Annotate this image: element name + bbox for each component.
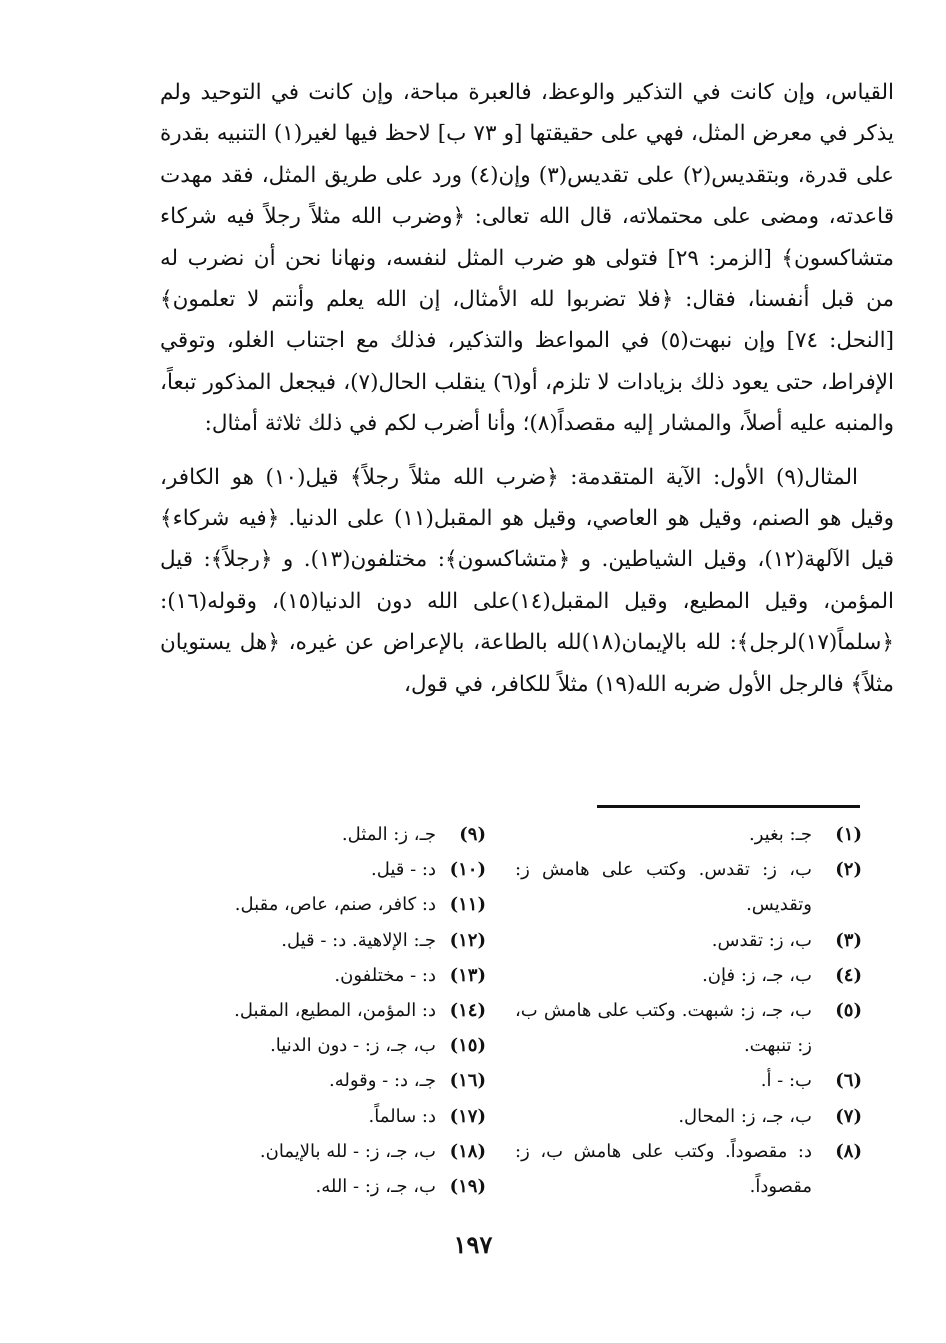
footnote-text: ب، جـ، ز: المحال. (678, 1105, 812, 1127)
footnote-15 (175, 1028, 486, 1063)
footnote-text: ب، جـ، ز: - الله. (315, 1176, 436, 1198)
footnote-text: جـ: الإلاهية. د: - قيل. (281, 929, 436, 951)
footnote-9 (175, 817, 486, 852)
footnote-text: ب، جـ، ز: - لله بالإيمان. (259, 1140, 436, 1162)
page-number: ١٩٧ (453, 1230, 493, 1259)
footnote-14 (175, 993, 486, 1028)
footnote-number: (٣) (835, 929, 862, 951)
footnote-number: (٥) (835, 1000, 862, 1022)
footnote-16 (175, 1063, 486, 1098)
footnote-number: (٢) (835, 859, 862, 881)
footnote-text: د: سالماً. (368, 1105, 436, 1127)
footnotes-right-column (515, 817, 862, 1204)
footnote-text: ب، ز: تقدس. (711, 929, 812, 951)
footnote-number: (١٣) (449, 964, 486, 986)
footnote-text: د: - مختلفون. (334, 964, 436, 986)
footnote-number: (٨) (835, 1140, 862, 1162)
footnote-2 (515, 852, 862, 922)
footnotes-left-column (175, 817, 486, 1204)
footnote-12 (175, 923, 486, 958)
footnote-1 (515, 817, 862, 852)
footnote-separator (597, 805, 860, 808)
footnote-8 (515, 1134, 862, 1204)
footnote-11 (175, 887, 486, 922)
footnote-number: (٩) (459, 824, 486, 845)
footnote-number: (١٨) (449, 1140, 486, 1162)
footnote-6 (515, 1063, 862, 1098)
footnote-number: (٤) (835, 964, 862, 986)
footnote-number: (١٩) (449, 1176, 486, 1198)
footnote-text: ب، جـ، ز: - دون الدنيا. (270, 1035, 436, 1057)
footnote-text: د: كافر، صنم، عاص، مقبل. (234, 894, 436, 916)
footnote-text: ب، جـ، ز: فإن. (702, 964, 812, 986)
footnote-text: د: المؤمن، المطيع، المقبل. (234, 1000, 436, 1022)
footnote-text: ب، جـ، ز: شبهت. وكتب على هامش ب، ز: تنبهت. (515, 1000, 812, 1057)
footnote-17 (175, 1099, 486, 1134)
footnote-number: (١٢) (449, 929, 486, 951)
footnote-text: جـ، ز: المثل. (341, 824, 436, 845)
paragraph-2: المثال(٩) الأول: الآية المتقدمة: ﴿ضرب الله مثلاً رجلاً﴾ قيل(١٠) هو الكافر، وقيل هو الصنم، وقيل هو العاصي، وقيل هو المقبل(١١) على الدنيا. ﴿فيه شركاء﴾ قيل الآلهة(١٢)، وقيل الشياطين. و ﴿متشاكسون﴾: مختلفون(١٣). و ﴿رجلاً﴾: قيل المؤمن، وقيل المطيع، وقيل المقبل(١٤)على الله دون الدنيا(١٥)، وقوله(١٦): ﴿سلماً(١٧)لرجل﴾: لله بالإيمان(١٨)لله بالطاعة، بالإعراض عن غيره، ﴿هل يستويان مثلاً﴾ فالرجل الأول ضربه الله(١٩) مثلاً للكافر، في قول، (160, 464, 894, 697)
footnote-19 (175, 1169, 486, 1204)
footnote-number: (١٥) (449, 1035, 486, 1057)
footnote-number: (١٠) (449, 859, 486, 881)
footnote-text: جـ: بغير. (749, 824, 812, 845)
footnote-number: (١) (835, 824, 862, 845)
footnote-3 (515, 923, 862, 958)
footnote-7 (515, 1099, 862, 1134)
footnote-4 (515, 958, 862, 993)
footnote-number: (١٧) (449, 1105, 486, 1127)
footnote-10 (175, 852, 486, 887)
footnote-text: د: مقصوداً. وكتب على هامش ب، ز: مقصوداً. (515, 1140, 812, 1198)
footnote-number: (٧) (835, 1105, 862, 1127)
footnote-number: (١٤) (449, 1000, 486, 1022)
footnote-18 (175, 1134, 486, 1169)
footnote-text: د: - قيل. (371, 859, 436, 881)
footnote-13 (175, 958, 486, 993)
footnote-text: ب، ز: تقدس. وكتب على هامش ز: وتقديس. (515, 859, 812, 916)
footnote-number: (٦) (835, 1070, 862, 1092)
footnote-number: (١١) (449, 894, 486, 916)
footnote-5 (515, 993, 862, 1063)
main-text (160, 72, 894, 705)
footnote-text: ب: - أ. (760, 1070, 812, 1092)
footnote-text: جـ، د: - وقوله. (329, 1070, 436, 1092)
paragraph-1: القياس، وإن كانت في التذكير والوعظ، فالعبرة مباحة، وإن كانت في التوحيد ولم يذكر في معرض المثل، فهي على حقيقتها [و ٧٣ ب] لاحظ فيها لغير(١) التنبيه بقدرة على قدرة، وبتقديس(٢) على تقديس(٣) وإن(٤) ورد على طريق المثل، فقد مهدت قاعدته، ومضى على محتملاته، قال الله تعالى: ﴿وضرب الله مثلاً رجلاً فيه شركاء متشاكسون﴾ [الزمر: ٢٩] فتولى هو ضرب المثل لنفسه، ونهانا نحن أن نضرب له من قبل أنفسنا، فقال: ﴿فلا تضربوا لله الأمثال، إن الله يعلم وأنتم لا تعلمون﴾ [النحل: ٧٤] وإن نبهت(٥) في المواعظ والتذكير، فذلك مع اجتناب الغلو، وتوقي الإفراط، حتى يعود ذلك بزيادات لا تلزم، أو(٦) ينقلب الحال(٧)، فيجعل المذكور تبعاً، والمنبه عليه أصلاً، والمشار إليه مقصداً(٨)؛ وأنا أضرب لكم في ذلك ثلاثة أمثال: (160, 80, 895, 437)
footnote-number: (١٦) (449, 1070, 486, 1092)
